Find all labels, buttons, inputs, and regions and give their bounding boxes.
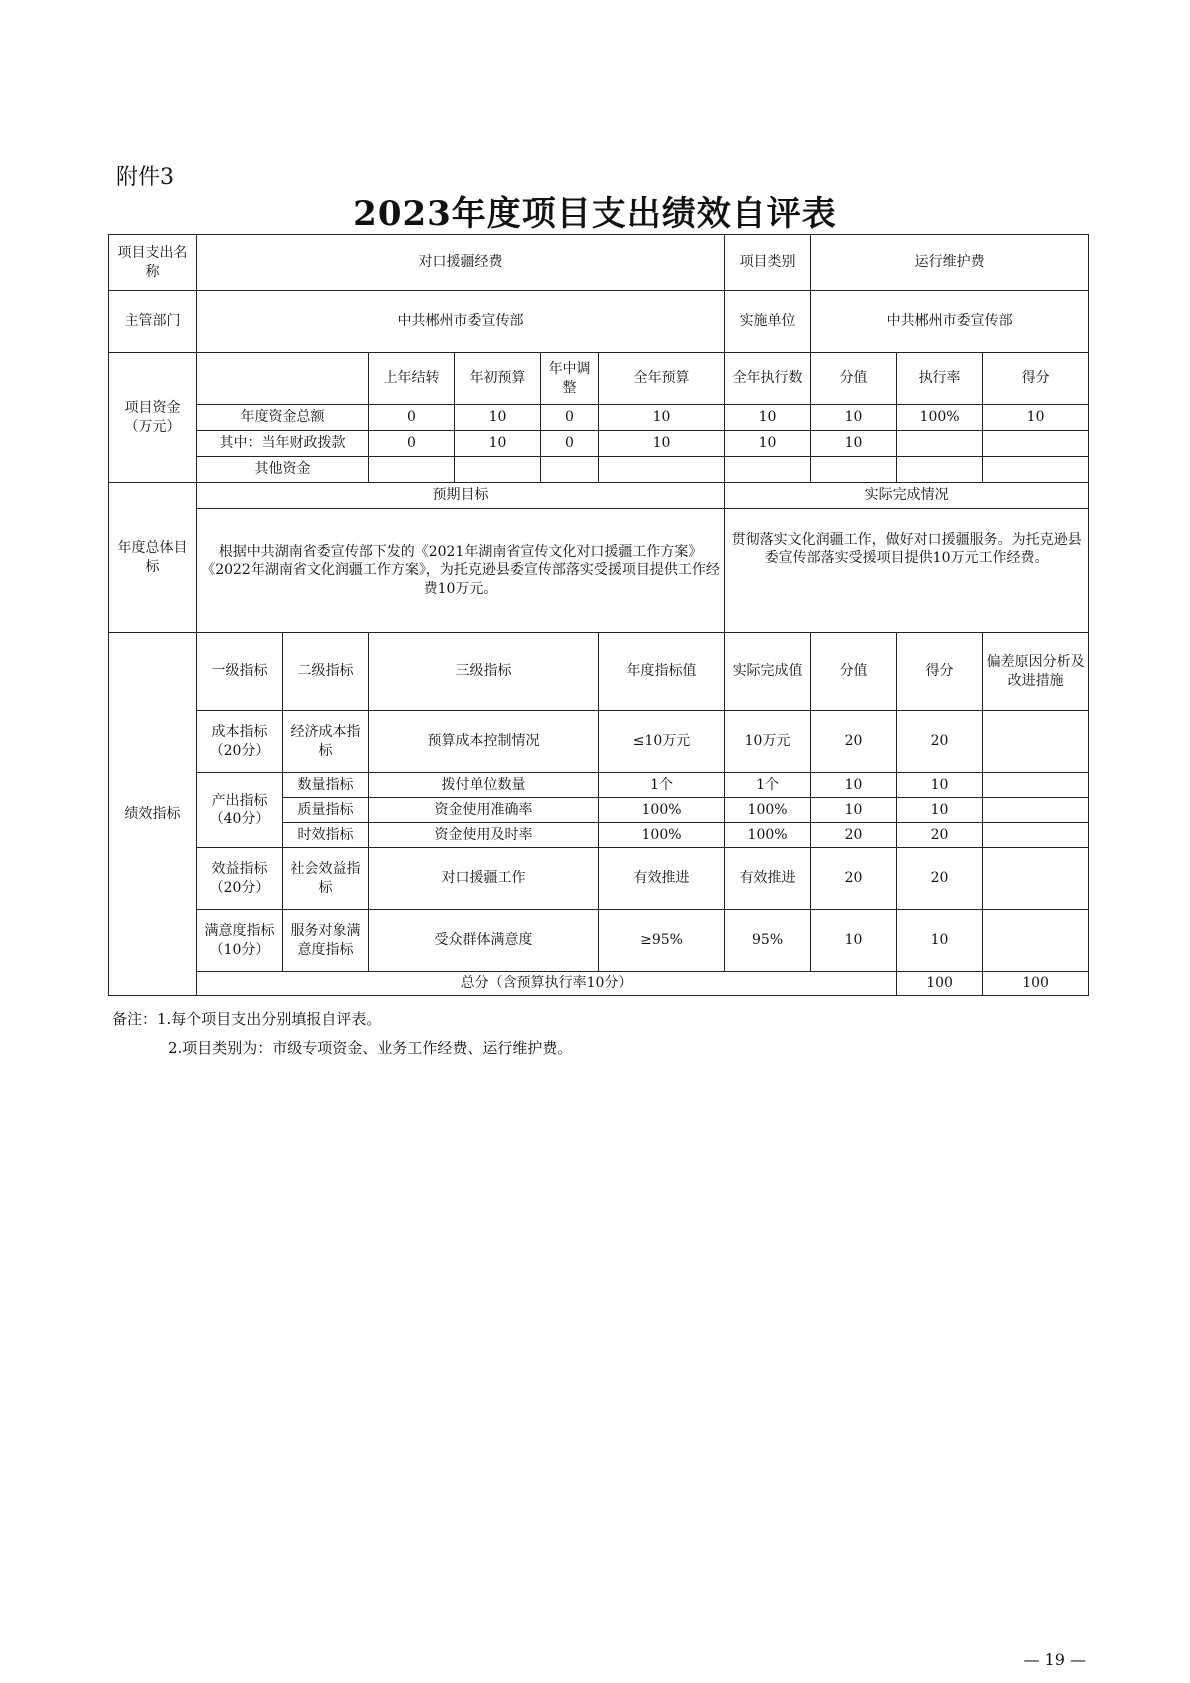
table-row	[109, 848, 1089, 910]
ind-l3: 预算成本控制情况	[369, 711, 599, 773]
ind-header-actual: 实际完成值	[725, 633, 811, 711]
ind-score-value: 10	[811, 798, 897, 823]
total-label: 总分（含预算执行率10分）	[197, 972, 897, 996]
dept-value: 中共郴州市委宣传部	[197, 291, 725, 353]
ind-score: 10	[897, 798, 983, 823]
note-line-2: 2.项目类别为：市级专项资金、业务工作经费、运行维护费。	[168, 1038, 573, 1057]
ind-target: ≥95%	[599, 910, 725, 972]
ind-score-value: 20	[811, 848, 897, 910]
funds-row-total	[109, 405, 1089, 431]
funds-label: 项目资金（万元）	[109, 353, 197, 483]
funds-cell: 0	[369, 405, 455, 431]
table-row	[109, 910, 1089, 972]
funds-row-name: 其中：当年财政拨款	[197, 431, 369, 457]
ind-score: 20	[897, 823, 983, 848]
funds-cell	[897, 457, 983, 483]
ind-actual: 10万元	[725, 711, 811, 773]
ind-l3: 对口援疆工作	[369, 848, 599, 910]
ind-score-value: 10	[811, 773, 897, 798]
funds-row-fiscal	[109, 431, 1089, 457]
ind-l1-output: 产出指标（40分）	[197, 773, 283, 848]
ind-l1-cost: 成本指标（20分）	[197, 711, 283, 773]
indicators-label: 绩效指标	[109, 633, 197, 996]
attachment-label: 附件3	[116, 165, 174, 190]
funds-header-row	[109, 353, 1089, 405]
ind-l3: 资金使用准确率	[369, 798, 599, 823]
funds-cell: 10	[811, 405, 897, 431]
goals-expected-label: 预期目标	[197, 483, 725, 509]
goals-label: 年度总体目标	[109, 483, 197, 633]
ind-l3: 拨付单位数量	[369, 773, 599, 798]
funds-cell: 100%	[897, 405, 983, 431]
project-name-value: 对口援疆经费	[197, 235, 725, 291]
goals-expected-text: 根据中共湖南省委宣传部下发的《2021年湖南省宣传文化对口援疆工作方案》《2022年湖南省文化润疆工作方案》，为托克逊县委宣传部落实受援项目提供工作经费10万元。	[197, 509, 725, 633]
category-value: 运行维护费	[811, 235, 1089, 291]
performance-table	[108, 234, 1089, 996]
ind-actual: 95%	[725, 910, 811, 972]
indicators-header-row	[109, 633, 1089, 711]
total-score: 100	[983, 972, 1089, 996]
funds-row-name: 年度资金总额	[197, 405, 369, 431]
funds-cell: 0	[541, 431, 599, 457]
ind-target: 1个	[599, 773, 725, 798]
ind-note	[983, 711, 1089, 773]
funds-cell	[455, 457, 541, 483]
note-line-1: 备注：1.每个项目支出分别填报自评表。	[112, 1010, 382, 1028]
impl-value: 中共郴州市委宣传部	[811, 291, 1089, 353]
funds-cell: 10	[455, 405, 541, 431]
ind-score: 20	[897, 848, 983, 910]
goals-header-row	[109, 483, 1089, 509]
funds-header-annual: 全年预算	[599, 353, 725, 405]
ind-l3: 受众群体满意度	[369, 910, 599, 972]
ind-score: 10	[897, 773, 983, 798]
ind-actual: 100%	[725, 823, 811, 848]
ind-target: 有效推进	[599, 848, 725, 910]
ind-note	[983, 773, 1089, 798]
ind-note	[983, 910, 1089, 972]
ind-header-score-value: 分值	[811, 633, 897, 711]
ind-l2: 数量指标	[283, 773, 369, 798]
funds-cell	[725, 457, 811, 483]
ind-target: ≤10万元	[599, 711, 725, 773]
funds-cell	[983, 457, 1089, 483]
goals-actual-label: 实际完成情况	[725, 483, 1089, 509]
funds-header-adjust: 年中调整	[541, 353, 599, 405]
impl-label: 实施单位	[725, 291, 811, 353]
ind-actual: 100%	[725, 798, 811, 823]
funds-cell	[983, 431, 1089, 457]
total-row	[109, 972, 1089, 996]
funds-cell: 10	[455, 431, 541, 457]
ind-score: 20	[897, 711, 983, 773]
funds-header-rate: 执行率	[897, 353, 983, 405]
ind-l2: 时效指标	[283, 823, 369, 848]
funds-header-executed: 全年执行数	[725, 353, 811, 405]
funds-cell	[369, 457, 455, 483]
ind-score-value: 10	[811, 910, 897, 972]
ind-actual: 1个	[725, 773, 811, 798]
funds-cell	[897, 431, 983, 457]
ind-header-l3: 三级指标	[369, 633, 599, 711]
table-row	[109, 291, 1089, 353]
page-number: — 19 —	[1023, 1650, 1086, 1669]
funds-cell: 10	[811, 431, 897, 457]
page-title: 2023年度项目支出绩效自评表	[353, 194, 837, 234]
funds-cell: 0	[541, 405, 599, 431]
funds-row-name: 其他资金	[197, 457, 369, 483]
funds-cell: 10	[599, 405, 725, 431]
ind-target: 100%	[599, 823, 725, 848]
funds-row-other	[109, 457, 1089, 483]
funds-header-score: 得分	[983, 353, 1089, 405]
table-row	[109, 711, 1089, 773]
ind-score-value: 20	[811, 823, 897, 848]
funds-header-initial: 年初预算	[455, 353, 541, 405]
funds-blank-header	[197, 353, 369, 405]
ind-header-target: 年度指标值	[599, 633, 725, 711]
ind-note	[983, 798, 1089, 823]
ind-header-l1: 一级指标	[197, 633, 283, 711]
ind-l2: 质量指标	[283, 798, 369, 823]
category-label: 项目类别	[725, 235, 811, 291]
ind-header-note: 偏差原因分析及改进措施	[983, 633, 1089, 711]
goals-actual-text: 贯彻落实文化润疆工作，做好对口援疆服务。为托克逊县委宣传部落实受援项目提供10万元工作经费。	[725, 509, 1089, 633]
funds-cell: 10	[725, 405, 811, 431]
ind-note	[983, 823, 1089, 848]
ind-score-value: 20	[811, 711, 897, 773]
ind-score: 10	[897, 910, 983, 972]
ind-l1-benefit: 效益指标（20分）	[197, 848, 283, 910]
funds-cell: 10	[725, 431, 811, 457]
funds-cell: 10	[983, 405, 1089, 431]
funds-cell	[811, 457, 897, 483]
goals-content-row	[109, 509, 1089, 633]
notes	[112, 1005, 572, 1062]
funds-cell: 10	[599, 431, 725, 457]
table-row	[109, 235, 1089, 291]
project-name-label: 项目支出名称	[109, 235, 197, 291]
funds-header-score-value: 分值	[811, 353, 897, 405]
dept-label: 主管部门	[109, 291, 197, 353]
ind-l2: 社会效益指标	[283, 848, 369, 910]
funds-cell	[599, 457, 725, 483]
funds-cell	[541, 457, 599, 483]
ind-l2: 服务对象满意度指标	[283, 910, 369, 972]
ind-l1-satisfaction: 满意度指标（10分）	[197, 910, 283, 972]
total-score-value: 100	[897, 972, 983, 996]
ind-l2: 经济成本指标	[283, 711, 369, 773]
ind-header-score: 得分	[897, 633, 983, 711]
ind-note	[983, 848, 1089, 910]
funds-header-carryover: 上年结转	[369, 353, 455, 405]
ind-l3: 资金使用及时率	[369, 823, 599, 848]
table-row	[109, 773, 1089, 798]
ind-actual: 有效推进	[725, 848, 811, 910]
funds-cell: 0	[369, 431, 455, 457]
ind-target: 100%	[599, 798, 725, 823]
ind-header-l2: 二级指标	[283, 633, 369, 711]
